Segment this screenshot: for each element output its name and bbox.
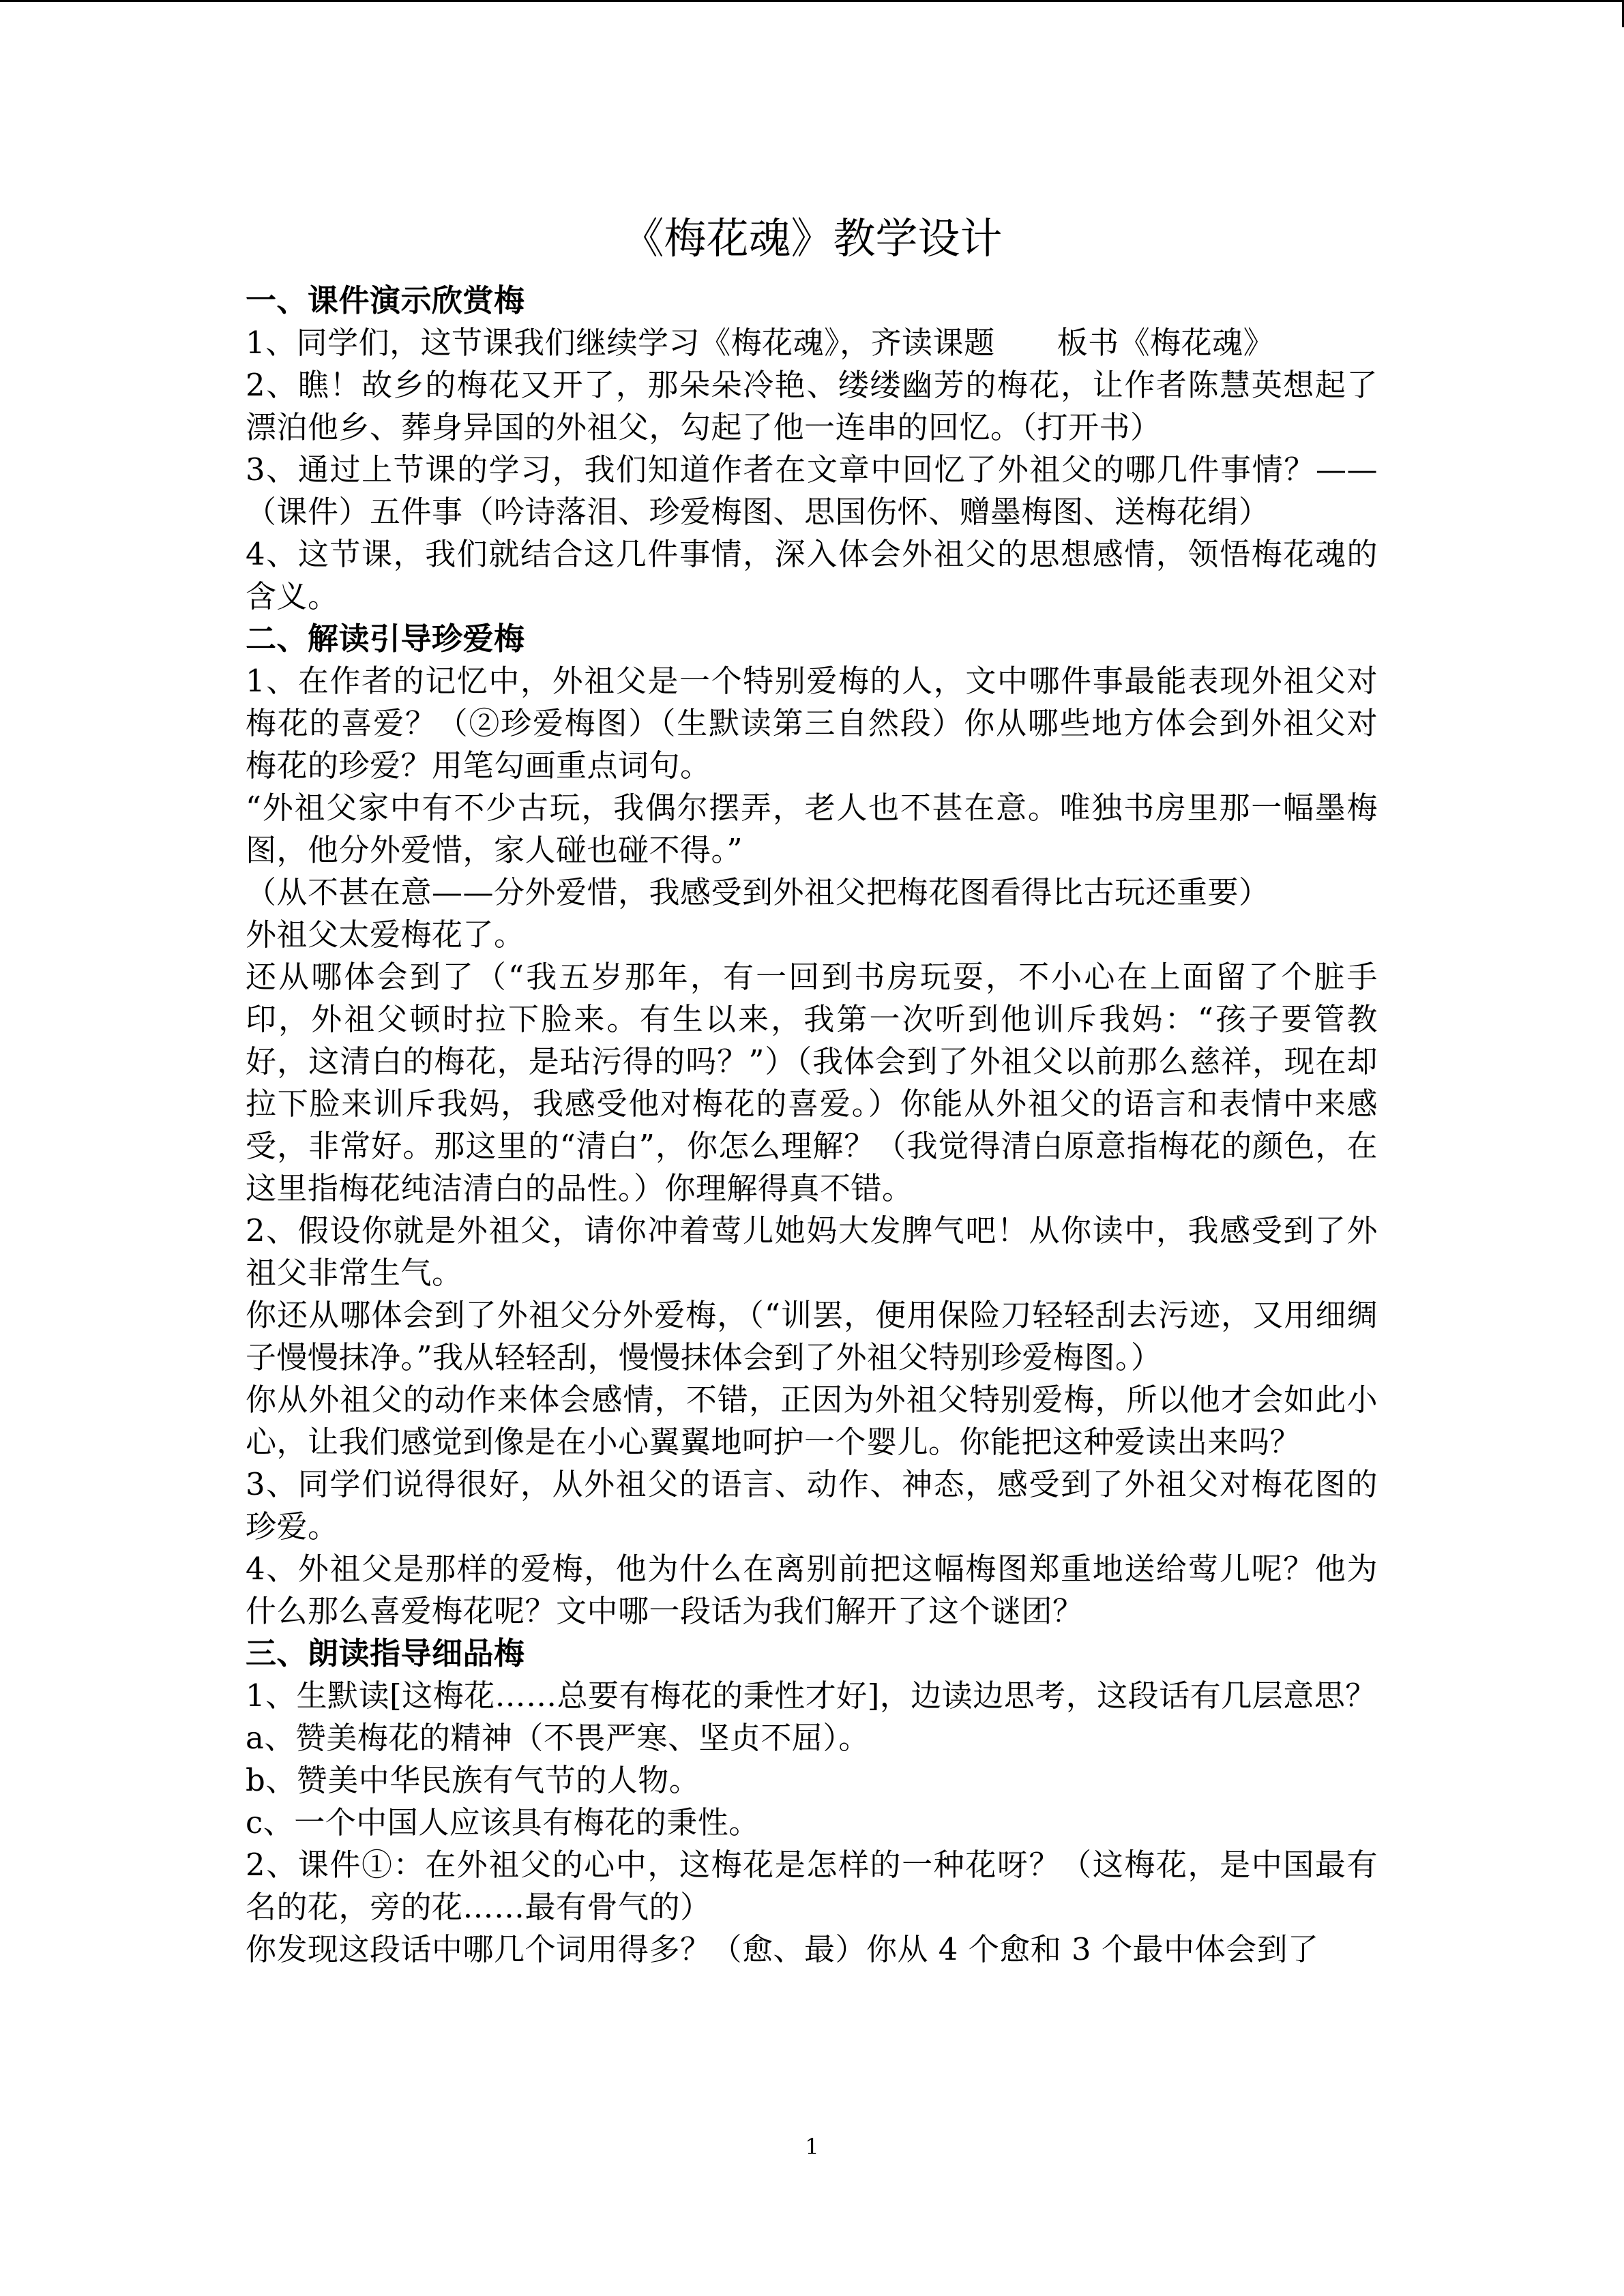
paragraph: 1、生默读[这梅花……总要有梅花的秉性才好]，边读边思考，这段话有几层意思？ — [246, 1678, 1376, 1714]
paragraph: a、赞美梅花的精神（不畏严寒、坚贞不屈）。 — [246, 1720, 870, 1756]
paragraph: 2、假设你就是外祖父，请你冲着莺儿她妈大发脾气吧！从你读中，我感受到了外祖父非常生气。 — [246, 1212, 1378, 1291]
paragraph: 你发现这段话中哪几个词用得多？（愈、最）你从 4 个愈和 3 个最中体会到了 — [246, 1931, 1319, 1967]
paragraph: 4、这节课，我们就结合这几件事情，深入体会外祖父的思想感情，领悟梅花魂的含义。 — [246, 536, 1378, 614]
document-title: 《梅花魂》教学设计 — [621, 213, 1003, 263]
section-heading: 三、朗读指导细品梅 — [246, 1635, 525, 1671]
paragraph: 外祖父太爱梅花了。 — [246, 916, 525, 953]
paragraph: b、赞美中华民族有气节的人物。 — [246, 1762, 700, 1798]
paragraph: 1、同学们，这节课我们继续学习《梅花魂》，齐读课题 板书《梅花魂》 — [246, 325, 1275, 361]
paragraph: 你从外祖父的动作来体会感情，不错，正因为外祖父特别爱梅，所以他才会如此小心，让我们感觉到像是在小心翼翼地呵护一个婴儿。你能把这种爱读出来吗？ — [246, 1382, 1378, 1460]
paragraph: c、一个中国人应该具有梅花的秉性。 — [246, 1804, 760, 1840]
document-body — [246, 280, 1378, 1971]
page-number: 1 — [805, 2134, 819, 2160]
paragraph: 还从哪体会到了（“我五岁那年，有一回到书房玩耍，不小心在上面留了个脏手印，外祖父顿时拉下脸来。有生以来，我第一次听到他训斥我妈：“孩子要管教好，这清白的梅花，是玷污得的吗？”）（我体会到了外祖父以前那么慈祥，现在却拉下脸来训斥我妈，我感受他对梅花的喜爱。）你能从外祖父的语言和表情中来感受，非常好。那这里的“清白”，你怎么理解？（我觉得清白原意指梅花的颜色，在这里指梅花纯洁清白的品性。）你理解得真不错。 — [246, 959, 1378, 1206]
paragraph: 4、外祖父是那样的爱梅，他为什么在离别前把这幅梅图郑重地送给莺儿呢？他为什么那么喜爱梅花呢？文中哪一段话为我们解开了这个谜团？ — [246, 1551, 1378, 1629]
paragraph: 你还从哪体会到了外祖父分外爱梅，（“训罢，便用保险刀轻轻刮去污迹，又用细绸子慢慢抹净。”我从轻轻刮，慢慢抹体会到了外祖父特别珍爱梅图。） — [246, 1297, 1378, 1375]
paragraph: 3、通过上节课的学习，我们知道作者在文章中回忆了外祖父的哪几件事情？——（课件）五件事（吟诗落泪、珍爱梅图、思国伤怀、赠墨梅图、送梅花绢） — [246, 451, 1378, 530]
paragraph: 2、瞧！故乡的梅花又开了，那朵朵冷艳、缕缕幽芳的梅花，让作者陈慧英想起了漂泊他乡、葬身异国的外祖父，勾起了他一连串的回忆。（打开书） — [246, 367, 1378, 445]
paragraph: “外祖父家中有不少古玩，我偶尔摆弄，老人也不甚在意。唯独书房里那一幅墨梅图，他分外爱惜，家人碰也碰不得。” — [246, 790, 1378, 868]
paragraph: 1、在作者的记忆中，外祖父是一个特别爱梅的人，文中哪件事最能表现外祖父对梅花的喜爱？（②珍爱梅图）（生默读第三自然段）你从哪些地方体会到外祖父对梅花的珍爱？用笔勾画重点词句。 — [246, 663, 1378, 784]
paragraph: 2、课件①：在外祖父的心中，这梅花是怎样的一种花呀？（这梅花，是中国最有名的花，旁的花……最有骨气的） — [246, 1847, 1378, 1925]
paragraph: 3、同学们说得很好，从外祖父的语言、动作、神态，感受到了外祖父对梅花图的珍爱。 — [246, 1466, 1378, 1545]
page-border-top — [0, 0, 1624, 2]
paragraph: （从不甚在意——分外爱惜，我感受到外祖父把梅花图看得比古玩还重要） — [246, 874, 1270, 910]
section-heading: 二、解读引导珍爱梅 — [246, 621, 525, 657]
section-heading: 一、课件演示欣赏梅 — [246, 282, 525, 318]
